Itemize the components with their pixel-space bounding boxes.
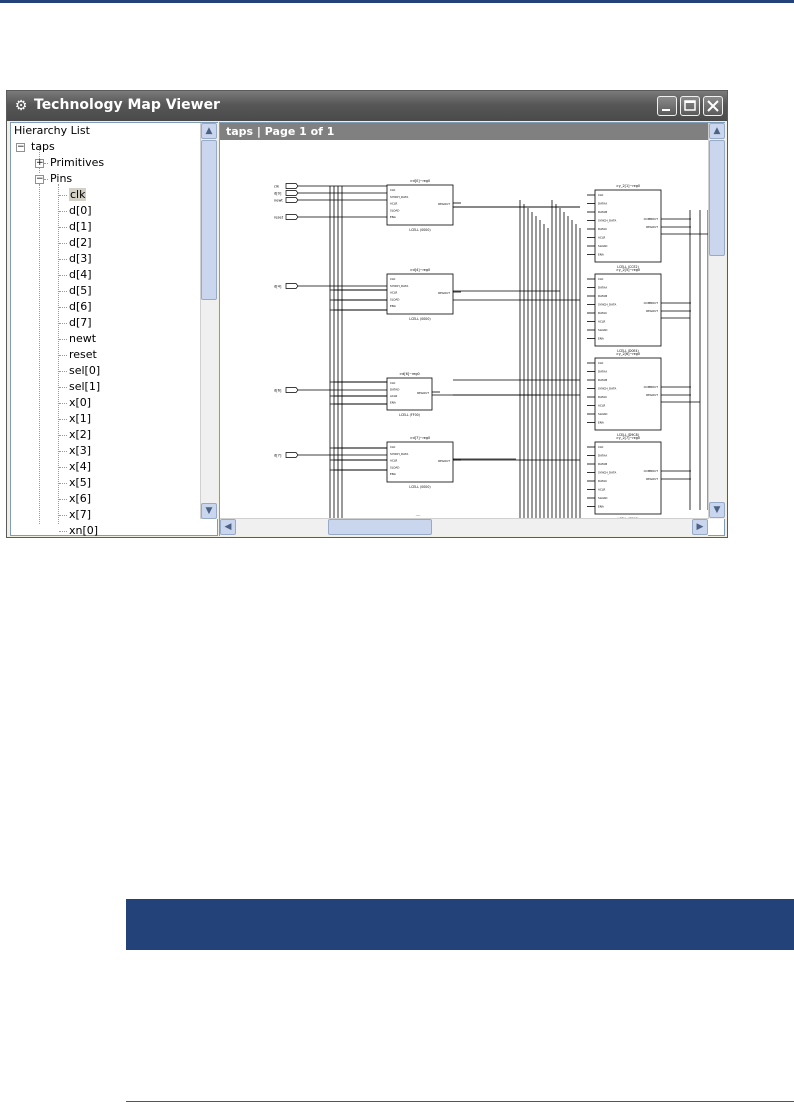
input-pin-label: reset (274, 215, 284, 220)
cell-port: DATAB (598, 378, 608, 382)
tree-pin-item[interactable]: d[5] (69, 284, 92, 297)
cell-port: SLOAD (390, 208, 400, 213)
tree-pin-item[interactable]: d[3] (69, 252, 92, 265)
scroll-right-icon[interactable]: ▶ (692, 519, 708, 535)
cell-type: LCELL (D0E4) (617, 349, 639, 353)
cell-port: DATAA (598, 285, 608, 290)
cell-name: >d[6]~reg0 (399, 372, 420, 376)
hierarchy-panel (10, 122, 218, 536)
cell-output: REGOUT (438, 291, 450, 295)
cell-output: REGOUT (417, 391, 429, 395)
tree-pin-item[interactable]: sel[1] (69, 380, 101, 393)
tree-pin-item[interactable]: x[7] (69, 508, 92, 521)
input-pin (286, 453, 298, 458)
scroll-thumb[interactable] (709, 140, 725, 256)
cell-port: CLK (598, 277, 604, 281)
tree-pin-item[interactable]: d[6] (69, 300, 92, 313)
input-pin-label: d[7] (274, 453, 282, 458)
expand-icon[interactable]: + (36, 158, 44, 168)
cell-port: ACLR (598, 403, 606, 408)
cell-port: DATAA (598, 369, 608, 374)
tree-pin-item[interactable]: x[5] (69, 476, 92, 489)
cell-port: ENA (598, 420, 604, 425)
cell-output: COMBOUT (643, 469, 658, 473)
cell-type: LCELL (FF00) (399, 413, 420, 417)
cell-output: REGOUT (646, 393, 658, 397)
ellipsis-label: .... (415, 512, 421, 517)
technology-map-viewer-window (6, 90, 728, 538)
input-pin-label: d[6] (274, 388, 282, 393)
tree-pin-item[interactable]: d[0] (69, 204, 92, 217)
close-button[interactable] (703, 96, 723, 116)
cell-port: ACLR (598, 487, 606, 492)
input-pin (286, 215, 298, 220)
scroll-thumb[interactable] (328, 519, 432, 535)
cell-output: REGOUT (646, 309, 658, 313)
cell-type: LCELL (0000) (409, 228, 431, 232)
cell-port: DATAA (598, 453, 608, 458)
window-titlebar[interactable] (7, 91, 727, 121)
cell-port: DATAB (598, 210, 608, 214)
input-pin-label: d[4] (274, 284, 282, 289)
cell-port: SLOAD (598, 496, 608, 500)
cell-port: ACLR (598, 319, 606, 324)
tree-pin-item[interactable]: newt (69, 332, 97, 345)
tree-pin-item[interactable]: sel[0] (69, 364, 101, 377)
cell-output: COMBOUT (643, 217, 658, 221)
input-pin (286, 198, 298, 203)
cell-port: CLK (598, 361, 604, 365)
cell-port: SYNCH_DATA (598, 470, 617, 475)
tree-pin-item[interactable]: clk (70, 188, 86, 201)
cell-name: >d[7]~reg0 (409, 436, 431, 440)
cell-port: ACLR (390, 290, 398, 295)
cell-port: ENA (390, 304, 396, 309)
cell-port: SLOAD (390, 465, 400, 470)
input-pin-label: newt (274, 198, 283, 203)
tree-pin-item[interactable]: x[0] (69, 396, 92, 409)
tree-vertical-scrollbar[interactable] (200, 123, 218, 519)
scroll-thumb[interactable] (201, 140, 217, 300)
tree-pin-item[interactable]: xn[0] (69, 524, 99, 537)
scroll-left-icon[interactable]: ◀ (220, 519, 236, 535)
tree-node-taps[interactable]: taps (31, 140, 55, 153)
cell-port: DATAC (598, 311, 608, 315)
cell-port: CLK (598, 445, 604, 449)
tree-pin-item[interactable]: d[4] (69, 268, 92, 281)
cell-port: DATAA (598, 201, 608, 206)
cell-type: LCELL (0000) (409, 317, 431, 321)
tree-pin-item[interactable]: x[2] (69, 428, 92, 441)
cell-name: >d[4]~reg0 (409, 268, 431, 272)
cell-port: SLOAD (598, 244, 608, 248)
scroll-down-icon[interactable]: ▼ (201, 503, 217, 519)
cell-port: ENA (390, 472, 396, 477)
maximize-button[interactable] (680, 96, 700, 116)
viewer-vertical-scrollbar[interactable] (708, 123, 726, 519)
cell-port: DATAD (390, 387, 400, 392)
input-pin (286, 184, 298, 189)
cell-port: SYNCH_DATA (598, 218, 617, 223)
input-pin (286, 284, 298, 289)
schematic-panel (219, 122, 725, 536)
scroll-up-icon[interactable]: ▲ (201, 123, 217, 139)
scroll-up-icon[interactable]: ▲ (709, 123, 725, 139)
cell-port: ENA (598, 252, 604, 257)
cell-name: >y_2[6]~reg0 (615, 352, 641, 356)
tree-pin-item[interactable]: x[3] (69, 444, 92, 457)
cell-port: DATAC (598, 227, 608, 231)
hierarchy-tree[interactable] (11, 123, 199, 537)
tree-pin-item[interactable]: reset (69, 348, 97, 361)
top-header-rule (0, 0, 794, 3)
cell-port: SLOAD (390, 297, 400, 302)
scroll-down-icon[interactable]: ▼ (709, 502, 725, 518)
cell-port: ENA (390, 215, 396, 220)
cell-port: CLK (598, 193, 604, 197)
cell-port: ENA (598, 504, 604, 509)
tree-node-pins[interactable]: Pins (50, 172, 73, 185)
window-title: Technology Map Viewer (34, 97, 220, 113)
input-pin (286, 191, 298, 196)
cell-port: SYNCH_DATA (390, 283, 409, 288)
viewer-horizontal-scrollbar[interactable] (220, 518, 708, 536)
tree-pin-item[interactable]: d[7] (69, 316, 92, 329)
cell-type: LCELL (D9C8) (617, 433, 639, 437)
cell-output: REGOUT (438, 459, 450, 463)
cell-port: SYNCH_DATA (598, 302, 617, 307)
cell-output: COMBOUT (643, 385, 658, 389)
hierarchy-header: Hierarchy List (14, 124, 90, 137)
cell-name: >y_2[5]~reg0 (615, 268, 641, 272)
cell-type: LCELL (CCE2) (617, 265, 639, 269)
tree-node-primitives[interactable]: Primitives (50, 156, 105, 169)
tree-pin-item[interactable]: x[6] (69, 492, 92, 505)
cell-name: >y_2[7]~reg0 (615, 436, 641, 440)
cell-type: LCELL (0000) (409, 485, 431, 489)
cell-port: DATAC (598, 479, 608, 483)
table-rule (126, 949, 794, 950)
cell-name: >y_2[1]~reg0 (615, 184, 641, 188)
cell-port: DATAB (598, 294, 608, 298)
input-pin (286, 388, 298, 393)
cell-port: ENA (390, 400, 396, 405)
cell-port: SYNCH_DATA (390, 194, 409, 199)
input-pin-label: clk (274, 184, 280, 189)
collapse-icon[interactable]: − (36, 174, 44, 184)
cell-port: CLK (390, 188, 396, 192)
cell-output: REGOUT (438, 202, 450, 206)
cell-port: CLK (390, 445, 396, 449)
cell-name: >d[0]~reg0 (409, 179, 431, 183)
page-tab[interactable]: taps | Page 1 of 1 (220, 123, 708, 140)
tree-pin-item[interactable]: x[4] (69, 460, 92, 473)
cell-output: REGOUT (646, 477, 658, 481)
cell-port: CLK (390, 381, 396, 385)
tree-pin-item[interactable]: d[1] (69, 220, 92, 233)
app-icon: ⚙ (14, 98, 28, 114)
cell-port: SLOAD (598, 328, 608, 332)
cell-port: ACLR (598, 235, 606, 240)
cell-port: SYNCH_DATA (598, 386, 617, 391)
cell-port: ACLR (390, 394, 398, 398)
cell-port: CLK (390, 277, 396, 281)
tree-pin-item[interactable]: x[1] (69, 412, 92, 425)
cell-port: DATAB (598, 462, 608, 466)
cell-port: DATAC (598, 395, 608, 399)
collapse-icon[interactable]: − (17, 142, 25, 152)
cell-port: ACLR (390, 458, 398, 463)
cell-output: COMBOUT (643, 301, 658, 305)
cell-port: ACLR (390, 201, 398, 206)
cell-port: SYNCH_DATA (390, 451, 409, 456)
input-pin-label: d[0] (274, 191, 282, 196)
cell-port: SLOAD (598, 412, 608, 416)
minimize-button[interactable] (657, 96, 677, 116)
schematic-canvas[interactable] (220, 140, 708, 519)
cell-output: REGOUT (646, 225, 658, 229)
cell-port: ENA (598, 336, 604, 341)
table-header-bar (126, 899, 794, 949)
tree-pin-item[interactable]: d[2] (69, 236, 92, 249)
